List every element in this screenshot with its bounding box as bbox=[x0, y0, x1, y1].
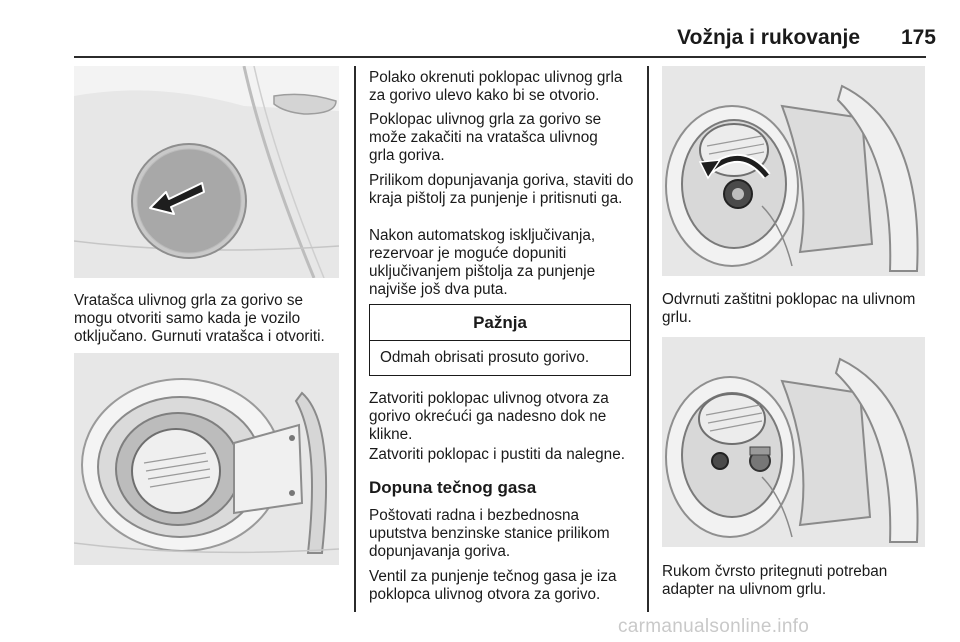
chapter-title: Vožnja i rukovanje bbox=[677, 26, 860, 49]
notice-box bbox=[369, 304, 631, 376]
page-number: 175 bbox=[900, 26, 936, 49]
column-divider-1 bbox=[354, 66, 356, 612]
header-rule bbox=[74, 56, 926, 58]
section-paragraph-2: Ventil za punjenje tečnog gasa je iza poklopca ulivnog otvora za gorivo. bbox=[369, 568, 617, 603]
notice-title: Pažnja bbox=[370, 305, 630, 341]
middle-paragraph-5: Zatvoriti poklopac ulivnog otvora za gorivo okrećući ga nadesno dok ne klikne. bbox=[369, 390, 609, 443]
middle-paragraph-3: Prilikom dopunjavanja goriva, staviti do kraja pištolj za punjenje i pritisnuti ga. bbox=[369, 172, 634, 207]
figure-fuel-door-closed bbox=[74, 66, 339, 278]
left-paragraph-1: Vratašca ulivnog grla za gorivo se mogu otvoriti samo kada je vozilo otključano. Gurnuti vratašca i otvoriti. bbox=[74, 292, 325, 345]
notice-text: Odmah obrisati prosuto gorivo. bbox=[380, 349, 590, 366]
right-caption-1: Odvrnuti zaštitni poklopac na ulivnom grlu. bbox=[662, 291, 916, 326]
figure-unscrew-protective-cap bbox=[662, 66, 925, 276]
middle-paragraph-4: Nakon automatskog isključivanja, rezervoar je moguće dopuniti uključivanjem pištolja za punjenje najviše još dva puta. bbox=[369, 227, 596, 298]
column-divider-2 bbox=[647, 66, 649, 612]
middle-paragraph-1: Polako okrenuti poklopac ulivnog grla za gorivo ulevo kako bi se otvorio. bbox=[369, 69, 623, 104]
middle-paragraph-6: Zatvoriti poklopac i pustiti da nalegne. bbox=[369, 446, 625, 463]
right-caption-2: Rukom čvrsto pritegnuti potreban adapter na ulivnom grlu. bbox=[662, 563, 888, 598]
watermark: carmanualsonline.info bbox=[618, 616, 810, 637]
figure-attach-adapter bbox=[662, 337, 925, 547]
middle-paragraph-2: Poklopac ulivnog grla za gorivo se može zakačiti na vratašca ulivnog grla goriva. bbox=[369, 111, 602, 164]
section-paragraph-1: Poštovati radna i bezbednosna uputstva benzinske stanice prilikom dopunjavanja goriva. bbox=[369, 507, 610, 560]
figure-fuel-cap-opened bbox=[74, 353, 339, 565]
section-heading-lpg: Dopuna tečnog gasa bbox=[369, 478, 537, 497]
